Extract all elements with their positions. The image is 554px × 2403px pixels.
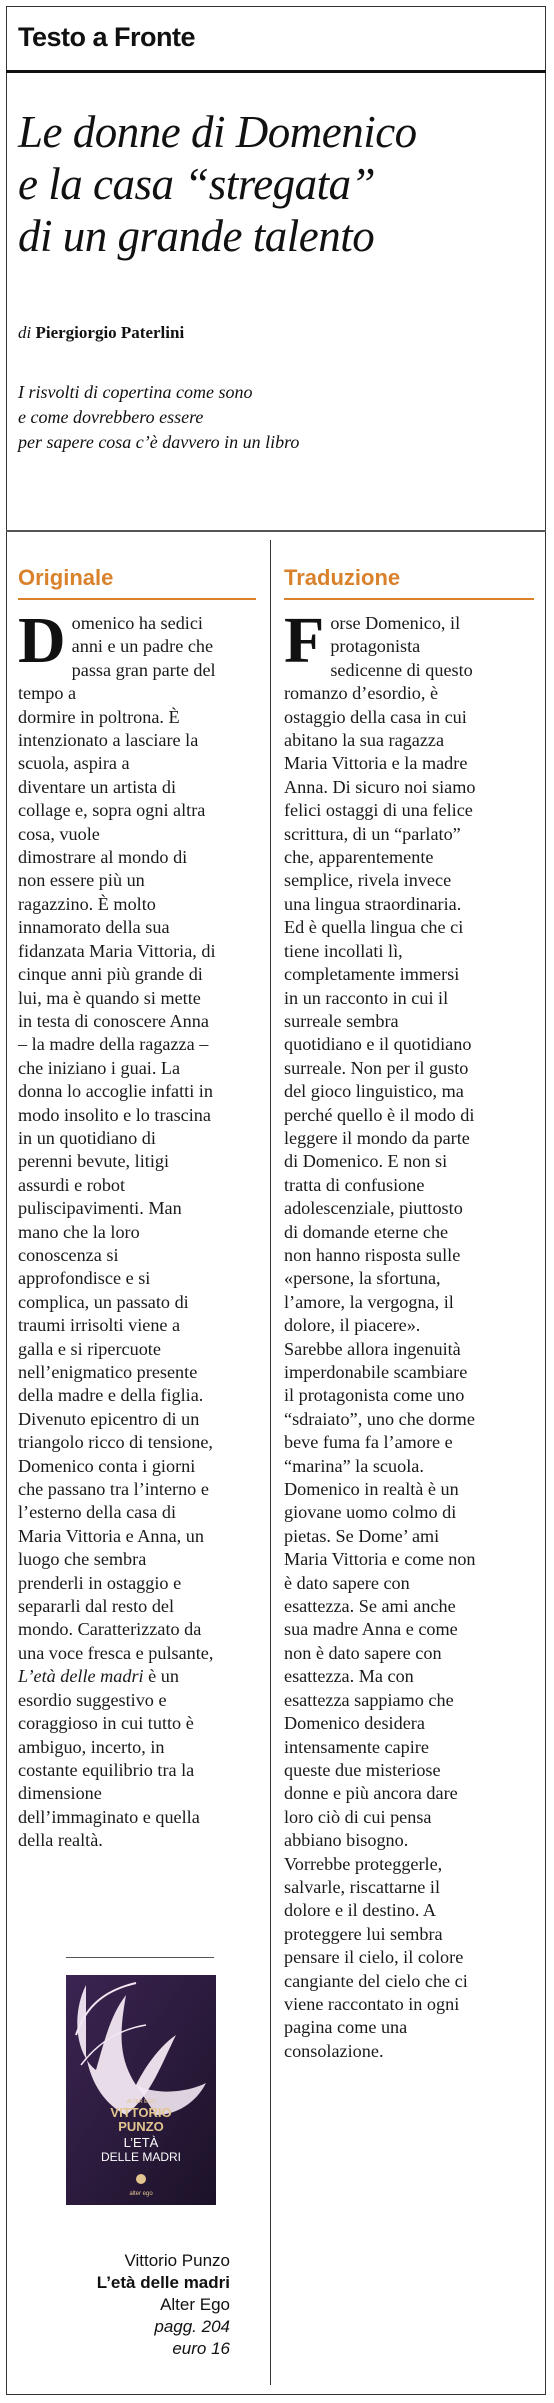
subtitle-line: I risvolti di copertina come sono	[18, 382, 253, 402]
text-line: anni e un padre che	[71, 636, 214, 657]
text-line: leggere il mondo da parte	[284, 1127, 470, 1148]
text-line: della realtà.	[18, 1830, 103, 1851]
text-line: Sarebbe allora ingenuità	[284, 1338, 461, 1359]
text-line: ragazzino. È molto	[18, 893, 156, 914]
text-line: intenzionato a lasciare la	[18, 730, 199, 751]
text-line: – la madre della ragazza –	[18, 1034, 209, 1055]
book-title: L’età delle madri	[96, 2273, 230, 2292]
text-line: approfondisce e si	[18, 1268, 151, 1289]
dropcap: D	[18, 604, 66, 677]
text-line: scuola, aspira a	[18, 753, 130, 774]
text-line: consolazione.	[284, 2040, 384, 2061]
text-line: dimensione	[18, 1783, 102, 1804]
text-line: lui, ma è quando si mette	[18, 987, 201, 1008]
cover-title-2: DELLE MADRI	[100, 2150, 182, 2164]
text-line: l’amore, la vergogna, il	[284, 1291, 454, 1312]
text-line: esattezza sappiamo che	[284, 1689, 454, 1710]
text-line: tratta di confusione	[284, 1174, 425, 1195]
text-line: traumi irrisolti viene a	[18, 1315, 181, 1336]
text-line: nell’enigmatico presente	[18, 1362, 198, 1382]
text-line: ostaggio della casa in cui	[284, 706, 467, 727]
text-line: loro ciò di cui pensa	[284, 1806, 432, 1827]
translation-text	[284, 604, 536, 2063]
original-text	[18, 604, 258, 1853]
publisher-logo-icon	[136, 2174, 146, 2184]
text-line: pensare il cielo, il colore	[284, 1947, 464, 1968]
text-line: della madre e della figlia.	[18, 1385, 204, 1406]
text-line: passa gran parte del	[71, 659, 216, 680]
header-rule	[6, 70, 546, 73]
text-line: pagina come una	[284, 2017, 408, 2038]
text-line: omenico ha sedici	[71, 613, 203, 633]
text-line: complica, un passato di	[18, 1291, 189, 1312]
byline	[18, 323, 184, 343]
book-author: Vittorio Punzo	[124, 2251, 230, 2270]
text-line: dolore e il destino. A	[284, 1900, 437, 1921]
subtitle-line: e come dovrebbero essere	[18, 407, 204, 427]
text-line: del gioco linguistico, ma	[284, 1081, 464, 1102]
text-line: imperdonabile scambiare	[284, 1362, 468, 1382]
text-line: viene raccontato in ogni	[284, 1993, 460, 2014]
text-line: giovane uomo colmo di	[284, 1502, 457, 1523]
column-title-translation: Traduzione	[284, 565, 401, 590]
byline-author: Piergiorgio Paterlini	[35, 323, 185, 342]
text-line: donne e più ancora dare	[284, 1783, 458, 1804]
text-line: non hanno risposta sulle	[284, 1244, 461, 1265]
text-line: dolore, il piacere».	[284, 1315, 421, 1336]
text-line: Domenico in realtà è un	[284, 1479, 459, 1500]
text-line: triangolo ricco di tensione,	[18, 1432, 213, 1453]
text-line: luogo che sembra	[18, 1549, 147, 1570]
cover-title-1: L’ETÀ	[123, 2135, 159, 2150]
book-cover-art	[66, 1975, 216, 2205]
text-line: Maria Vittoria e come non	[284, 1549, 476, 1570]
cover-publisher-bottom: alter ego	[129, 2191, 153, 2197]
text-line: cangiante del cielo che ci	[284, 1970, 468, 1991]
text-line: tiene incollati lì,	[284, 940, 403, 961]
text-line: Anna. Di sicuro noi siamo	[284, 776, 476, 797]
section-label: Testo a Fronte	[18, 22, 196, 52]
columns-top-rule	[6, 530, 546, 532]
text-line: è dato sapere con	[284, 1572, 410, 1593]
text-line: assurdi e robot	[18, 1174, 126, 1195]
text-line: dormire in poltrona. È	[18, 706, 180, 727]
text-line: semplice, rivela invece	[284, 870, 452, 891]
text-line: non è dato sapere con	[284, 1642, 442, 1663]
text-line: sedicenne di questo	[330, 659, 473, 680]
book-publisher: Alter Ego	[160, 2295, 230, 2314]
text-line: abbiano bisogno.	[284, 1830, 409, 1851]
subtitle-line: per sapere cosa c’è davvero in un libro	[18, 432, 300, 452]
text-line: perenni bevute, litigi	[18, 1151, 170, 1172]
book-rule	[66, 1957, 214, 1958]
text-line: Domenico conta i giorni	[18, 1455, 196, 1476]
text-line: orse Domenico, il	[330, 613, 461, 633]
text-line: queste due misteriose	[284, 1759, 441, 1780]
text-line: in un quotidiano di	[18, 1127, 156, 1148]
text-line: esordio suggestivo e	[18, 1689, 167, 1710]
text-line: prenderli in ostaggio e	[18, 1572, 182, 1593]
byline-prefix: di	[18, 323, 32, 342]
text-line: dell’immaginato e quella	[18, 1806, 200, 1827]
text-line: innamorato della sua	[18, 917, 170, 938]
text-line: una voce fresca e pulsante,	[18, 1642, 214, 1663]
text-line: galla e si ripercuote	[18, 1338, 161, 1359]
text-line: di domande eterne che	[284, 1221, 449, 1242]
text-line: beve fuma fa l’amore e	[284, 1432, 453, 1453]
text-line: intensamente capire	[284, 1736, 429, 1757]
headline	[18, 106, 538, 262]
cover-author-1: VITTORIO	[110, 2105, 172, 2120]
dropcap: F	[284, 604, 325, 677]
text-line: collage e, sopra ogni altra	[18, 800, 206, 821]
column-title-original: Originale	[18, 565, 114, 590]
text-line: proteggere lui sembra	[284, 1923, 443, 1944]
text-line: surreale. Non per il gusto	[284, 1057, 469, 1078]
text-line: diventare un artista di	[18, 776, 177, 797]
text-line: “marina” la scuola.	[284, 1455, 424, 1476]
text-line: in un racconto in cui il	[284, 987, 449, 1008]
text-line: il protagonista come uno	[284, 1385, 465, 1406]
text-line: L’età delle madri è un	[18, 1666, 179, 1687]
text-line: abitano la sua ragazza	[284, 730, 445, 751]
text-line: cinque anni più grande di	[18, 964, 203, 985]
text-line: esattezza. Se ami anche	[284, 1596, 456, 1617]
text-line: Domenico desidera	[284, 1713, 425, 1734]
column-rule-original	[18, 598, 256, 600]
text-line: mano che la loro	[18, 1221, 140, 1242]
text-line: coraggioso in cui tutto è	[18, 1713, 194, 1734]
book-pages: pagg. 204	[154, 2317, 230, 2336]
text-line: felici ostaggi di una felice	[284, 800, 473, 821]
text-line: conoscenza si	[18, 1244, 119, 1265]
text-line: quotidiano e il quotidiano	[284, 1034, 472, 1055]
text-line: una lingua straordinaria.	[284, 893, 462, 914]
text-line: non essere più un	[18, 870, 145, 891]
text-line: romanzo d’esordio, è	[284, 683, 439, 704]
text-line: mondo. Caratterizzato da	[18, 1619, 202, 1640]
text-line: in testa di conoscere Anna	[18, 1010, 209, 1031]
text-line: completamente immersi	[284, 964, 460, 985]
text-line: surreale sembra	[284, 1010, 399, 1031]
cover-author-2: PUNZO	[118, 2119, 164, 2134]
text-line: adolescenziale, piuttosto	[284, 1198, 463, 1219]
book-price: euro 16	[172, 2339, 230, 2358]
text-line: protagonista	[330, 636, 421, 657]
text-line: Vorrebbe proteggerle,	[284, 1853, 443, 1874]
text-line: ambiguo, incerto, in	[18, 1736, 165, 1757]
text-line: scrittura, di un “parlato”	[284, 823, 461, 844]
column-rule-translation	[284, 598, 534, 600]
text-line: modo insolito e lo trascina	[18, 1104, 211, 1125]
text-line: salvarle, riscattarne il	[284, 1876, 441, 1897]
text-line: perché quello è il modo di	[284, 1104, 475, 1125]
text-line: “sdraiato”, uno che dorme	[284, 1408, 475, 1429]
headline-line: Le donne di Domenico	[18, 107, 417, 157]
text-line: fidanzata Maria Vittoria, di	[18, 940, 216, 961]
text-line: dimostrare al mondo di	[18, 847, 188, 868]
text-line: pietas. Se Dome’ ami	[284, 1525, 440, 1546]
column-divider	[270, 540, 271, 2385]
text-line: costante equilibrio tra la	[18, 1759, 195, 1780]
text-line: che passano tra l’interno e	[18, 1479, 209, 1500]
cover-publisher-top: ALTER EGO	[126, 2099, 156, 2105]
text-line: separarli dal resto del	[18, 1596, 175, 1617]
text-line: di Domenico. E non si	[284, 1151, 448, 1172]
book-info	[60, 2250, 230, 2360]
text-line: l’esterno della casa di	[18, 1502, 177, 1523]
text-line: sua madre Anna e come	[284, 1619, 458, 1640]
subtitle	[18, 380, 438, 455]
text-line: Divenuto epicentro di un	[18, 1408, 200, 1429]
book-cover	[66, 1975, 216, 2205]
text-line: donna lo accoglie infatti in	[18, 1081, 213, 1102]
headline-line: e la casa “stregata”	[18, 159, 376, 209]
headline-line: di un grande talento	[18, 211, 375, 261]
text-line: che iniziano i guai. La	[18, 1057, 181, 1078]
text-line: «persone, la sfortuna,	[284, 1268, 441, 1289]
text-line: Maria Vittoria e la madre	[284, 753, 468, 774]
text-line: esattezza. Ma con	[284, 1666, 414, 1687]
text-line: tempo a	[18, 683, 77, 704]
text-line: Maria Vittoria e Anna, un	[18, 1525, 204, 1546]
text-line: che, apparentemente	[284, 847, 434, 868]
text-line: cosa, vuole	[18, 823, 100, 844]
text-line: puliscipavimenti. Man	[18, 1198, 182, 1219]
text-line: Ed è quella lingua che ci	[284, 917, 464, 938]
